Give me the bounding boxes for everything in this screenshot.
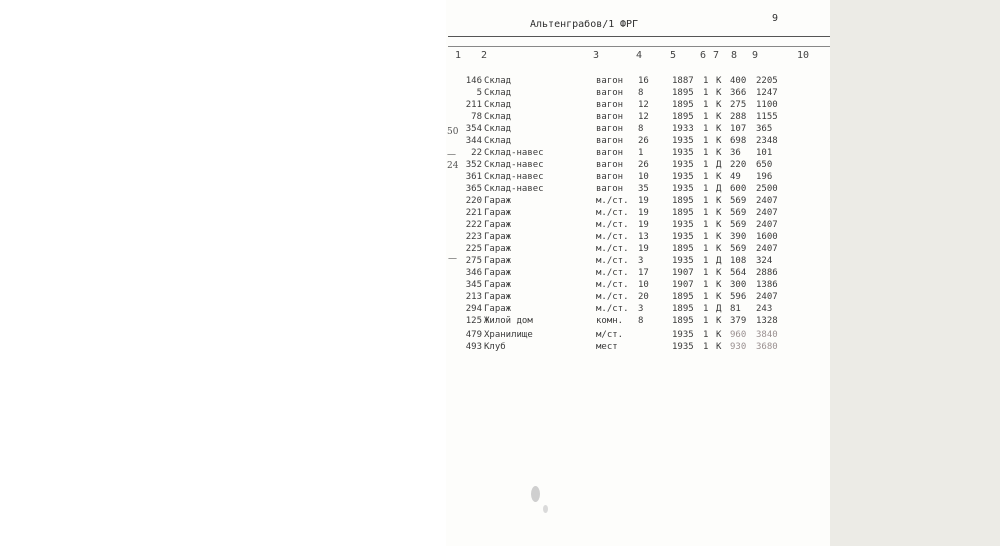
cell-name: Гараж (484, 244, 512, 254)
cell-col9: 324 (756, 256, 773, 266)
cell-quantity: 19 (638, 208, 649, 218)
cell-name: Гараж (484, 280, 512, 290)
table-row (0, 316, 1000, 328)
cell-col8: 390 (730, 232, 747, 242)
margin-mark: 50 (447, 127, 459, 137)
table-row (0, 76, 1000, 88)
document-country: ФРГ (620, 19, 639, 30)
table-row (0, 112, 1000, 124)
cell-col6: 1 (703, 342, 709, 352)
cell-number: 78 (471, 112, 482, 122)
cell-year: 1895 (672, 196, 694, 206)
cell-name: Гараж (484, 292, 512, 302)
cell-name: Гараж (484, 304, 512, 314)
cell-material: вагон (596, 172, 624, 182)
cell-col9: 2407 (756, 292, 778, 302)
cell-col6: 1 (703, 124, 709, 134)
cell-col9: 2205 (756, 76, 778, 86)
cell-col9: 3680 (756, 342, 778, 352)
cell-col7: К (716, 76, 722, 86)
table-row (0, 184, 1000, 196)
document-title: Альтенграбов/1 (530, 19, 615, 30)
cell-year: 1933 (672, 124, 694, 134)
column-rule (448, 46, 830, 47)
table-row (0, 256, 1000, 268)
margin-mark: 24 (447, 161, 459, 171)
cell-material: вагон (596, 112, 624, 122)
cell-year: 1895 (672, 88, 694, 98)
cell-col9: 2407 (756, 196, 778, 206)
cell-col7: К (716, 220, 722, 230)
cell-quantity: 10 (638, 280, 649, 290)
table-row (0, 330, 1000, 342)
cell-number: 294 (465, 304, 482, 314)
cell-quantity: 12 (638, 100, 649, 110)
cell-col8: 107 (730, 124, 747, 134)
table-row (0, 220, 1000, 232)
cell-material: м./ст. (596, 232, 629, 242)
cell-year: 1895 (672, 244, 694, 254)
cell-name: Склад-навес (484, 160, 544, 170)
cell-col7: К (716, 342, 722, 352)
cell-name: Хранилище (484, 330, 533, 340)
header-rule (448, 36, 830, 37)
cell-number: 361 (465, 172, 482, 182)
cell-number: 222 (465, 220, 482, 230)
cell-material: м./ст. (596, 196, 629, 206)
cell-name: Склад (484, 100, 512, 110)
cell-col6: 1 (703, 100, 709, 110)
table-row (0, 292, 1000, 304)
cell-col7: К (716, 316, 722, 326)
cell-number: 223 (465, 232, 482, 242)
cell-year: 1935 (672, 220, 694, 230)
cell-col6: 1 (703, 88, 709, 98)
column-number: 2 (481, 50, 488, 61)
cell-number: 146 (465, 76, 482, 86)
cell-col8: 108 (730, 256, 747, 266)
cell-name: Гараж (484, 208, 512, 218)
cell-col8: 698 (730, 136, 747, 146)
cell-quantity: 19 (638, 244, 649, 254)
cell-col7: К (716, 330, 722, 340)
cell-material: м./ст. (596, 268, 629, 278)
cell-year: 1887 (672, 76, 694, 86)
table-row (0, 342, 1000, 354)
cell-col7: К (716, 280, 722, 290)
cell-col9: 1386 (756, 280, 778, 290)
cell-year: 1935 (672, 256, 694, 266)
cell-col7: К (716, 268, 722, 278)
cell-material: вагон (596, 148, 624, 158)
cell-material: м./ст. (596, 244, 629, 254)
cell-col8: 596 (730, 292, 747, 302)
column-number: 6 (700, 50, 707, 61)
cell-name: Склад (484, 112, 512, 122)
cell-quantity: 17 (638, 268, 649, 278)
cell-year: 1935 (672, 184, 694, 194)
table-row (0, 160, 1000, 172)
cell-col8: 36 (730, 148, 741, 158)
cell-col6: 1 (703, 208, 709, 218)
cell-number: 5 (476, 88, 482, 98)
table-row (0, 196, 1000, 208)
cell-year: 1935 (672, 232, 694, 242)
column-number: 10 (797, 50, 810, 61)
cell-col7: К (716, 88, 722, 98)
cell-quantity: 35 (638, 184, 649, 194)
cell-material: вагон (596, 76, 624, 86)
table-row (0, 244, 1000, 256)
cell-material: вагон (596, 160, 624, 170)
cell-material: м./ст. (596, 256, 629, 266)
cell-col9: 101 (756, 148, 773, 158)
cell-col9: 2886 (756, 268, 778, 278)
cell-quantity: 10 (638, 172, 649, 182)
cell-col7: К (716, 172, 722, 182)
cell-number: 493 (465, 342, 482, 352)
table-row (0, 172, 1000, 184)
cell-number: 211 (465, 100, 482, 110)
cell-material: вагон (596, 136, 624, 146)
cell-quantity: 8 (638, 316, 644, 326)
cell-col8: 81 (730, 304, 741, 314)
cell-year: 1895 (672, 304, 694, 314)
cell-col6: 1 (703, 292, 709, 302)
page-number: 9 (772, 13, 779, 24)
cell-col9: 2500 (756, 184, 778, 194)
cell-year: 1935 (672, 172, 694, 182)
cell-year: 1935 (672, 136, 694, 146)
cell-col8: 569 (730, 244, 747, 254)
table-row (0, 124, 1000, 136)
cell-quantity: 26 (638, 136, 649, 146)
column-number: 8 (731, 50, 738, 61)
cell-year: 1907 (672, 280, 694, 290)
cell-year: 1935 (672, 160, 694, 170)
cell-col9: 3840 (756, 330, 778, 340)
cell-year: 1895 (672, 292, 694, 302)
cell-col9: 650 (756, 160, 773, 170)
cell-col6: 1 (703, 112, 709, 122)
cell-col7: Д (716, 304, 722, 314)
cell-year: 1907 (672, 268, 694, 278)
cell-col9: 1247 (756, 88, 778, 98)
cell-name: Гараж (484, 196, 512, 206)
cell-number: 225 (465, 244, 482, 254)
cell-col6: 1 (703, 172, 709, 182)
cell-col7: К (716, 292, 722, 302)
cell-number: 345 (465, 280, 482, 290)
cell-col8: 930 (730, 342, 747, 352)
cell-quantity: 3 (638, 304, 644, 314)
cell-material: вагон (596, 124, 624, 134)
cell-quantity: 26 (638, 160, 649, 170)
column-number: 5 (670, 50, 677, 61)
cell-col9: 2407 (756, 244, 778, 254)
cell-name: Гараж (484, 256, 512, 266)
cell-name: Склад (484, 88, 512, 98)
cell-material: вагон (596, 100, 624, 110)
table-row (0, 268, 1000, 280)
cell-year: 1895 (672, 112, 694, 122)
cell-material: вагон (596, 184, 624, 194)
cell-number: 22 (471, 148, 482, 158)
cell-col9: 243 (756, 304, 773, 314)
column-number: 3 (593, 50, 600, 61)
cell-col9: 2407 (756, 220, 778, 230)
cell-col9: 196 (756, 172, 773, 182)
cell-col8: 564 (730, 268, 747, 278)
cell-col8: 275 (730, 100, 747, 110)
cell-name: Склад-навес (484, 172, 544, 182)
cell-col8: 288 (730, 112, 747, 122)
column-number: 9 (752, 50, 759, 61)
table-row (0, 88, 1000, 100)
cell-col8: 49 (730, 172, 741, 182)
cell-quantity: 19 (638, 220, 649, 230)
cell-name: Склад-навес (484, 148, 544, 158)
cell-col7: К (716, 148, 722, 158)
cell-col8: 300 (730, 280, 747, 290)
cell-name: Гараж (484, 232, 512, 242)
cell-col7: Д (716, 184, 722, 194)
cell-quantity: 3 (638, 256, 644, 266)
cell-name: Гараж (484, 268, 512, 278)
cell-col6: 1 (703, 268, 709, 278)
margin-mark: — (447, 150, 456, 160)
cell-col8: 569 (730, 208, 747, 218)
cell-col6: 1 (703, 136, 709, 146)
cell-col7: Д (716, 256, 722, 266)
table-row (0, 232, 1000, 244)
cell-col9: 1600 (756, 232, 778, 242)
column-number: 4 (636, 50, 643, 61)
cell-col7: К (716, 208, 722, 218)
cell-number: 344 (465, 136, 482, 146)
cell-material: м./ст. (596, 304, 629, 314)
cell-material: мест (596, 342, 618, 352)
column-number: 7 (713, 50, 720, 61)
cell-quantity: 20 (638, 292, 649, 302)
cell-col6: 1 (703, 160, 709, 170)
table-row (0, 280, 1000, 292)
table-row (0, 304, 1000, 316)
cell-number: 479 (465, 330, 482, 340)
cell-name: Склад (484, 124, 512, 134)
cell-col7: К (716, 124, 722, 134)
cell-year: 1935 (672, 342, 694, 352)
cell-material: м./ст. (596, 292, 629, 302)
cell-number: 220 (465, 196, 482, 206)
cell-number: 365 (465, 184, 482, 194)
table-row (0, 148, 1000, 160)
cell-col6: 1 (703, 232, 709, 242)
cell-col8: 379 (730, 316, 747, 326)
table-row (0, 136, 1000, 148)
cell-material: м./ст. (596, 220, 629, 230)
cell-col6: 1 (703, 280, 709, 290)
cell-year: 1895 (672, 208, 694, 218)
cell-col7: К (716, 196, 722, 206)
cell-col6: 1 (703, 304, 709, 314)
cell-number: 221 (465, 208, 482, 218)
cell-material: комн. (596, 316, 624, 326)
margin-mark: — (448, 254, 457, 264)
cell-col6: 1 (703, 330, 709, 340)
cell-col8: 220 (730, 160, 747, 170)
cell-quantity: 12 (638, 112, 649, 122)
cell-name: Жилой дом (484, 316, 533, 326)
cell-col9: 2407 (756, 208, 778, 218)
cell-name: Клуб (484, 342, 506, 352)
cell-number: 275 (465, 256, 482, 266)
cell-col7: К (716, 232, 722, 242)
cell-col8: 600 (730, 184, 747, 194)
cell-col6: 1 (703, 244, 709, 254)
cell-col9: 1100 (756, 100, 778, 110)
cell-name: Гараж (484, 220, 512, 230)
cell-name: Склад (484, 136, 512, 146)
cell-number: 125 (465, 316, 482, 326)
cell-col8: 569 (730, 196, 747, 206)
cell-year: 1895 (672, 316, 694, 326)
cell-quantity: 8 (638, 88, 644, 98)
cell-col7: К (716, 100, 722, 110)
cell-col8: 960 (730, 330, 747, 340)
cell-quantity: 19 (638, 196, 649, 206)
paper-smudge (543, 505, 548, 513)
cell-col7: К (716, 136, 722, 146)
cell-col6: 1 (703, 256, 709, 266)
cell-quantity: 8 (638, 124, 644, 134)
cell-year: 1935 (672, 148, 694, 158)
cell-col6: 1 (703, 184, 709, 194)
cell-col8: 569 (730, 220, 747, 230)
cell-year: 1895 (672, 100, 694, 110)
cell-number: 213 (465, 292, 482, 302)
cell-quantity: 13 (638, 232, 649, 242)
cell-material: м./ст. (596, 208, 629, 218)
paper-smudge (531, 486, 540, 502)
cell-number: 354 (465, 124, 482, 134)
cell-name: Склад (484, 76, 512, 86)
cell-col9: 1328 (756, 316, 778, 326)
cell-col6: 1 (703, 220, 709, 230)
cell-col6: 1 (703, 76, 709, 86)
cell-number: 352 (465, 160, 482, 170)
cell-col8: 400 (730, 76, 747, 86)
cell-quantity: 16 (638, 76, 649, 86)
cell-col9: 365 (756, 124, 773, 134)
cell-quantity: 1 (638, 148, 644, 158)
cell-number: 346 (465, 268, 482, 278)
cell-name: Склад-навес (484, 184, 544, 194)
cell-col7: Д (716, 160, 722, 170)
cell-col7: К (716, 112, 722, 122)
cell-col7: К (716, 244, 722, 254)
cell-col6: 1 (703, 196, 709, 206)
cell-col6: 1 (703, 148, 709, 158)
table-row (0, 208, 1000, 220)
column-number: 1 (455, 50, 462, 61)
cell-col9: 2348 (756, 136, 778, 146)
cell-material: м/ст. (596, 330, 624, 340)
cell-col6: 1 (703, 316, 709, 326)
cell-material: м./ст. (596, 280, 629, 290)
table-row (0, 100, 1000, 112)
cell-col8: 366 (730, 88, 747, 98)
cell-col9: 1155 (756, 112, 778, 122)
cell-year: 1935 (672, 330, 694, 340)
cell-material: вагон (596, 88, 624, 98)
